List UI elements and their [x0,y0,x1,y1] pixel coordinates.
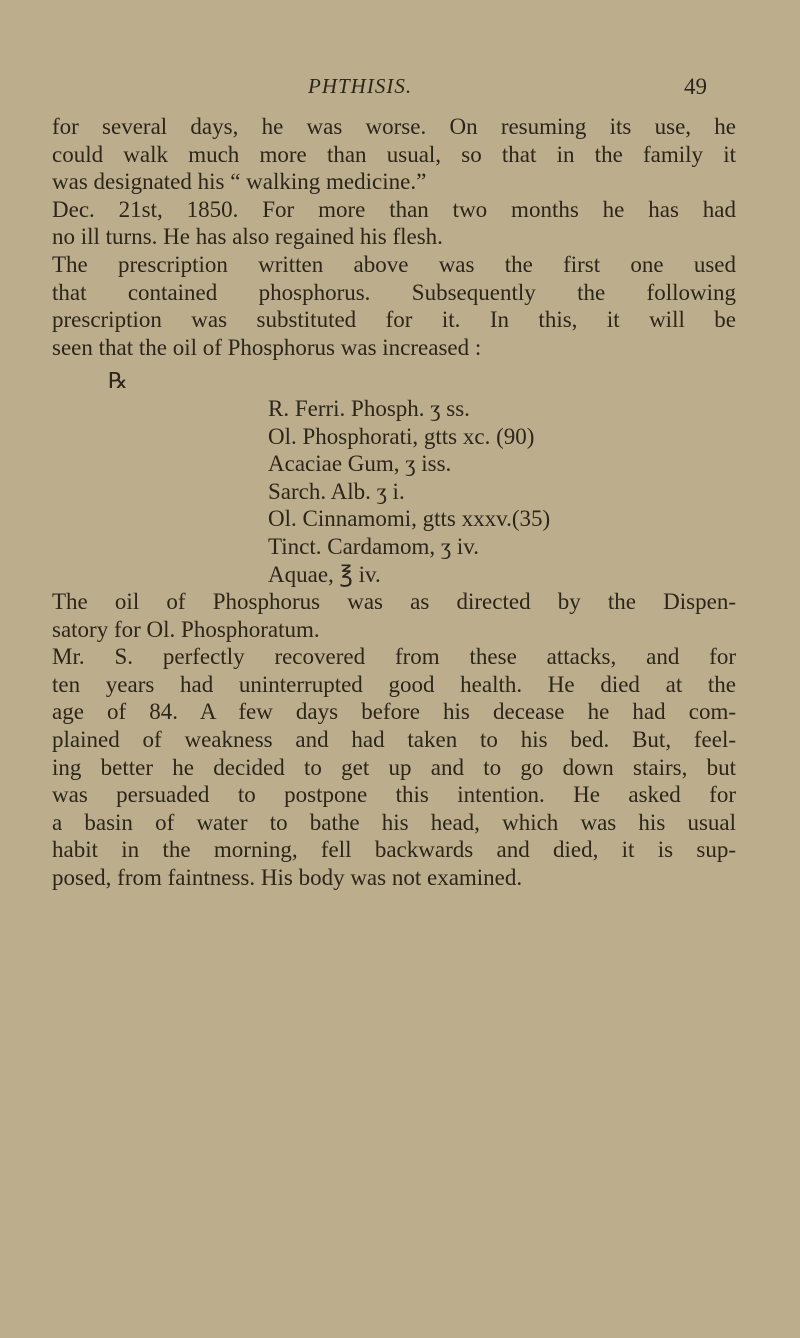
text-line: ten years had uninterrupted good health. He died at the [52,671,736,697]
prescription-line: R. Ferri. Phosph. ʒ ss. [268,395,470,421]
text-line: for several days, he was worse. On resuming its use, he [52,114,736,139]
text-line: Dec. 21st, 1850. For more than two months he has had [52,196,736,222]
text-line: satory for Ol. Phosphoratum. [52,616,320,642]
text-line: posed, from faintness. His body was not examined. [52,865,523,891]
running-title: PHTHISIS. [308,74,413,98]
prescription-line: Ol. Phosphorati, gtts xc. (90) [268,423,535,449]
prescription-line: Tinct. Cardamom, ʒ iv. [268,533,480,559]
page-number: 49 [684,74,707,99]
prescription-line: Ol. Cinnamomi, gtts xxxv.(35) [268,506,551,532]
text-line: was designated his “ walking medicine.” [52,169,427,195]
text-line: habit in the morning, fell backwards and died, it is sup- [52,837,736,863]
text-line: age of 84. A few days before his decease he had com- [52,699,736,725]
text-line: plained of weakness and had taken to his bed. But, feel- [52,727,736,753]
text-line: was persuaded to postpone this intention. He asked for [52,782,736,808]
text-line: The oil of Phosphorus was as directed by the Dispen- [52,589,736,615]
text-line: no ill turns. He has also regained his flesh. [52,224,443,250]
text-line: seen that the oil of Phosphorus was increased : [52,334,482,360]
text-line: prescription was substituted for it. In this, it will be [52,307,736,333]
text-line: a basin of water to bathe his head, which was his usual [52,809,736,835]
text-line: The prescription written above was the first one used [52,251,736,277]
prescription-line: Sarch. Alb. ʒ i. [268,478,405,504]
page-header [0,74,800,104]
text-line: could walk much more than usual, so that in the family it [52,141,736,167]
prescription-line: Aquae, ℥ iv. [268,561,381,587]
text-line: that contained phosphorus. Subsequently the following [52,279,736,305]
prescription-line: Acaciae Gum, ʒ iss. [268,451,452,477]
prescription-symbol: ℞ [108,368,128,394]
text-line: Mr. S. perfectly recovered from these attacks, and for [52,644,736,670]
text-line: ing better he decided to get up and to go down stairs, but [52,754,736,780]
page-body [52,113,736,892]
